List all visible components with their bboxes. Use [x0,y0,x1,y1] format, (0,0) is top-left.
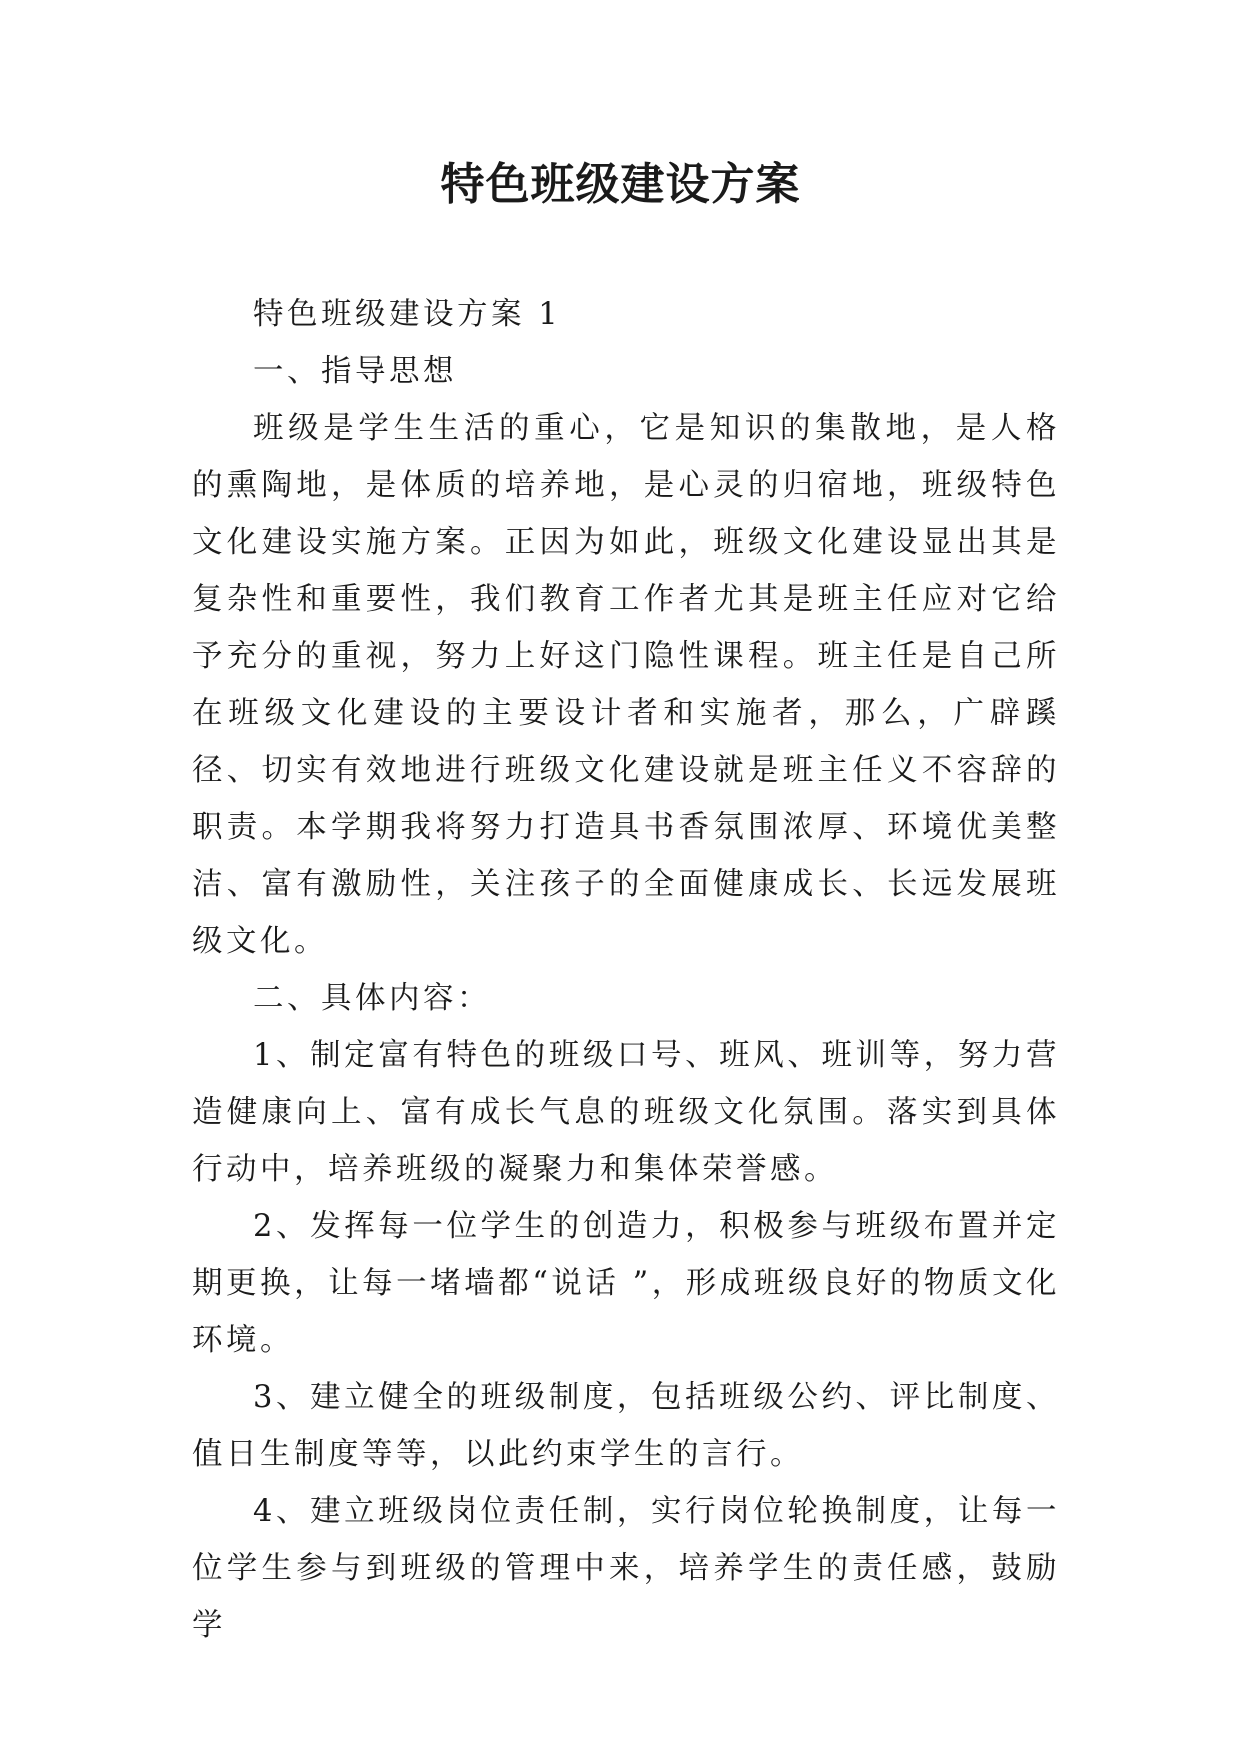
body-paragraph: 3、建立健全的班级制度，包括班级公约、评比制度、值日生制度等等，以此约束学生的言行。 [192,1380,1060,1472]
body-paragraph: 4、建立班级岗位责任制，实行岗位轮换制度，让每一位学生参与到班级的管理中来，培养学生的责任感，鼓励学 [192,1494,1060,1643]
body-paragraph: 2、发挥每一位学生的创造力，积极参与班级布置并定期更换，让每一堵墙都“说话 ”，形成班级良好的物质文化环境。 [192,1209,1060,1358]
body-paragraph: 班级是学生生活的重心，它是知识的集散地，是人格的熏陶地，是体质的培养地，是心灵的归宿地，班级特色文化建设实施方案。正因为如此，班级文化建设显出其是复杂性和重要性，我们教育工作者尤其是班主任应对它给予充分的重视，努力上好这门隐性课程。班主任是自己所在班级文化建设的主要设计者和实施者，那么，广辟蹊径、切实有效地进行班级文化建设就是班主任义不容辞的职责。本学期我将努力打造具书香氛围浓厚、环境优美整洁、富有激励性，关注孩子的全面健康成长、长远发展班级文化。 [192,411,1060,959]
document-body [192,286,1060,1654]
body-paragraph: 1、制定富有特色的班级口号、班风、班训等，努力营造健康向上、富有成长气息的班级文化氛围。落实到具体行动中，培养班级的凝聚力和集体荣誉感。 [192,1038,1060,1187]
section-heading: 特色班级建设方案 1 [253,297,562,332]
section-heading: 二、具体内容： [253,981,491,1016]
section-heading: 一、指导思想 [253,354,457,389]
document-title: 特色班级建设方案 [440,159,801,210]
